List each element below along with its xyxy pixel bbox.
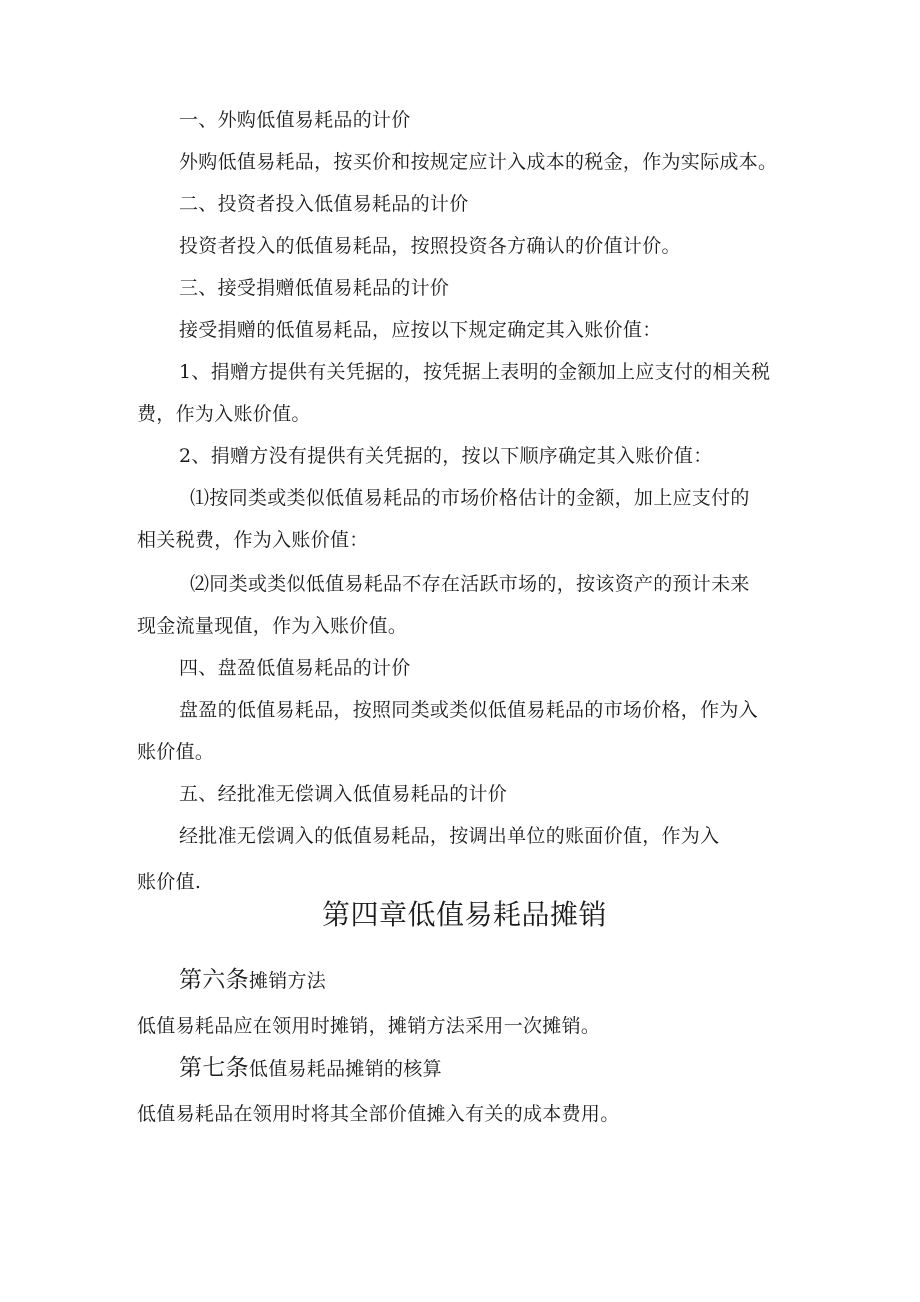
section3-item1-line2: 费，作为入账价值。 bbox=[137, 403, 311, 425]
section5-body-line2: 账价值. bbox=[137, 871, 202, 893]
article6-title: 摊销方法 bbox=[248, 970, 327, 992]
article6-body: 低值易耗品应在领用时摊销，摊销方法采用一次摊销。 bbox=[137, 1015, 601, 1037]
section4-body-line1: 盘盈的低值易耗品，按照同类或类似低值易耗品的市场价格，作为入 bbox=[179, 699, 759, 721]
section4-body-line2: 账价值。 bbox=[137, 741, 215, 763]
section2-body: 投资者投入的低值易耗品，按照投资各方确认的价值计价。 bbox=[179, 235, 681, 257]
section1-heading: 一、外购低值易耗品的计价 bbox=[179, 109, 411, 131]
section3-item2: 2、捐赠方没有提供有关凭据的，按以下顺序确定其入账价值： bbox=[179, 445, 713, 467]
section5-heading: 五、经批准无偿调入低值易耗品的计价 bbox=[179, 783, 508, 805]
section3-item1-line1: 1、捐赠方提供有关凭据的，按凭据上表明的金额加上应支付的相关税 bbox=[179, 361, 771, 383]
section4-heading: 四、盘盈低值易耗品的计价 bbox=[179, 657, 411, 679]
article6-number: 第六条 bbox=[179, 967, 249, 993]
section2-heading: 二、投资者投入低值易耗品的计价 bbox=[179, 193, 469, 215]
section3-sub2-line2: 现金流量现值，作为入账价值。 bbox=[137, 615, 408, 637]
section3-sub2-line1: ⑵同类或类似低值易耗品不存在活跃市场的，按该资产的预计未来 bbox=[190, 573, 750, 595]
section3-heading: 三、接受捐赠低值易耗品的计价 bbox=[179, 277, 450, 299]
article7-body: 低值易耗品在领用时将其全部价值摊入有关的成本费用。 bbox=[137, 1103, 620, 1125]
article6-heading bbox=[179, 968, 326, 993]
chapter-title: 第四章低值易耗品摊销 bbox=[322, 898, 608, 931]
section3-sub1-line1: ⑴按同类或类似低值易耗品的市场价格估计的金额，加上应支付的 bbox=[190, 487, 750, 509]
article7-heading bbox=[179, 1056, 442, 1081]
section3-intro: 接受捐赠的低值易耗品，应按以下规定确定其入账价值： bbox=[179, 319, 662, 341]
section5-body-line1: 经批准无偿调入的低值易耗品，按调出单位的账面价值，作为入 bbox=[179, 825, 720, 847]
article7-number: 第七条 bbox=[179, 1055, 249, 1081]
article7-title: 低值易耗品摊销的核算 bbox=[248, 1058, 442, 1080]
section3-sub1-line2: 相关税费，作为入账价值： bbox=[137, 529, 369, 551]
section1-body: 外购低值易耗品，按买价和按规定应计入成本的税金，作为实际成本。 bbox=[179, 151, 778, 173]
